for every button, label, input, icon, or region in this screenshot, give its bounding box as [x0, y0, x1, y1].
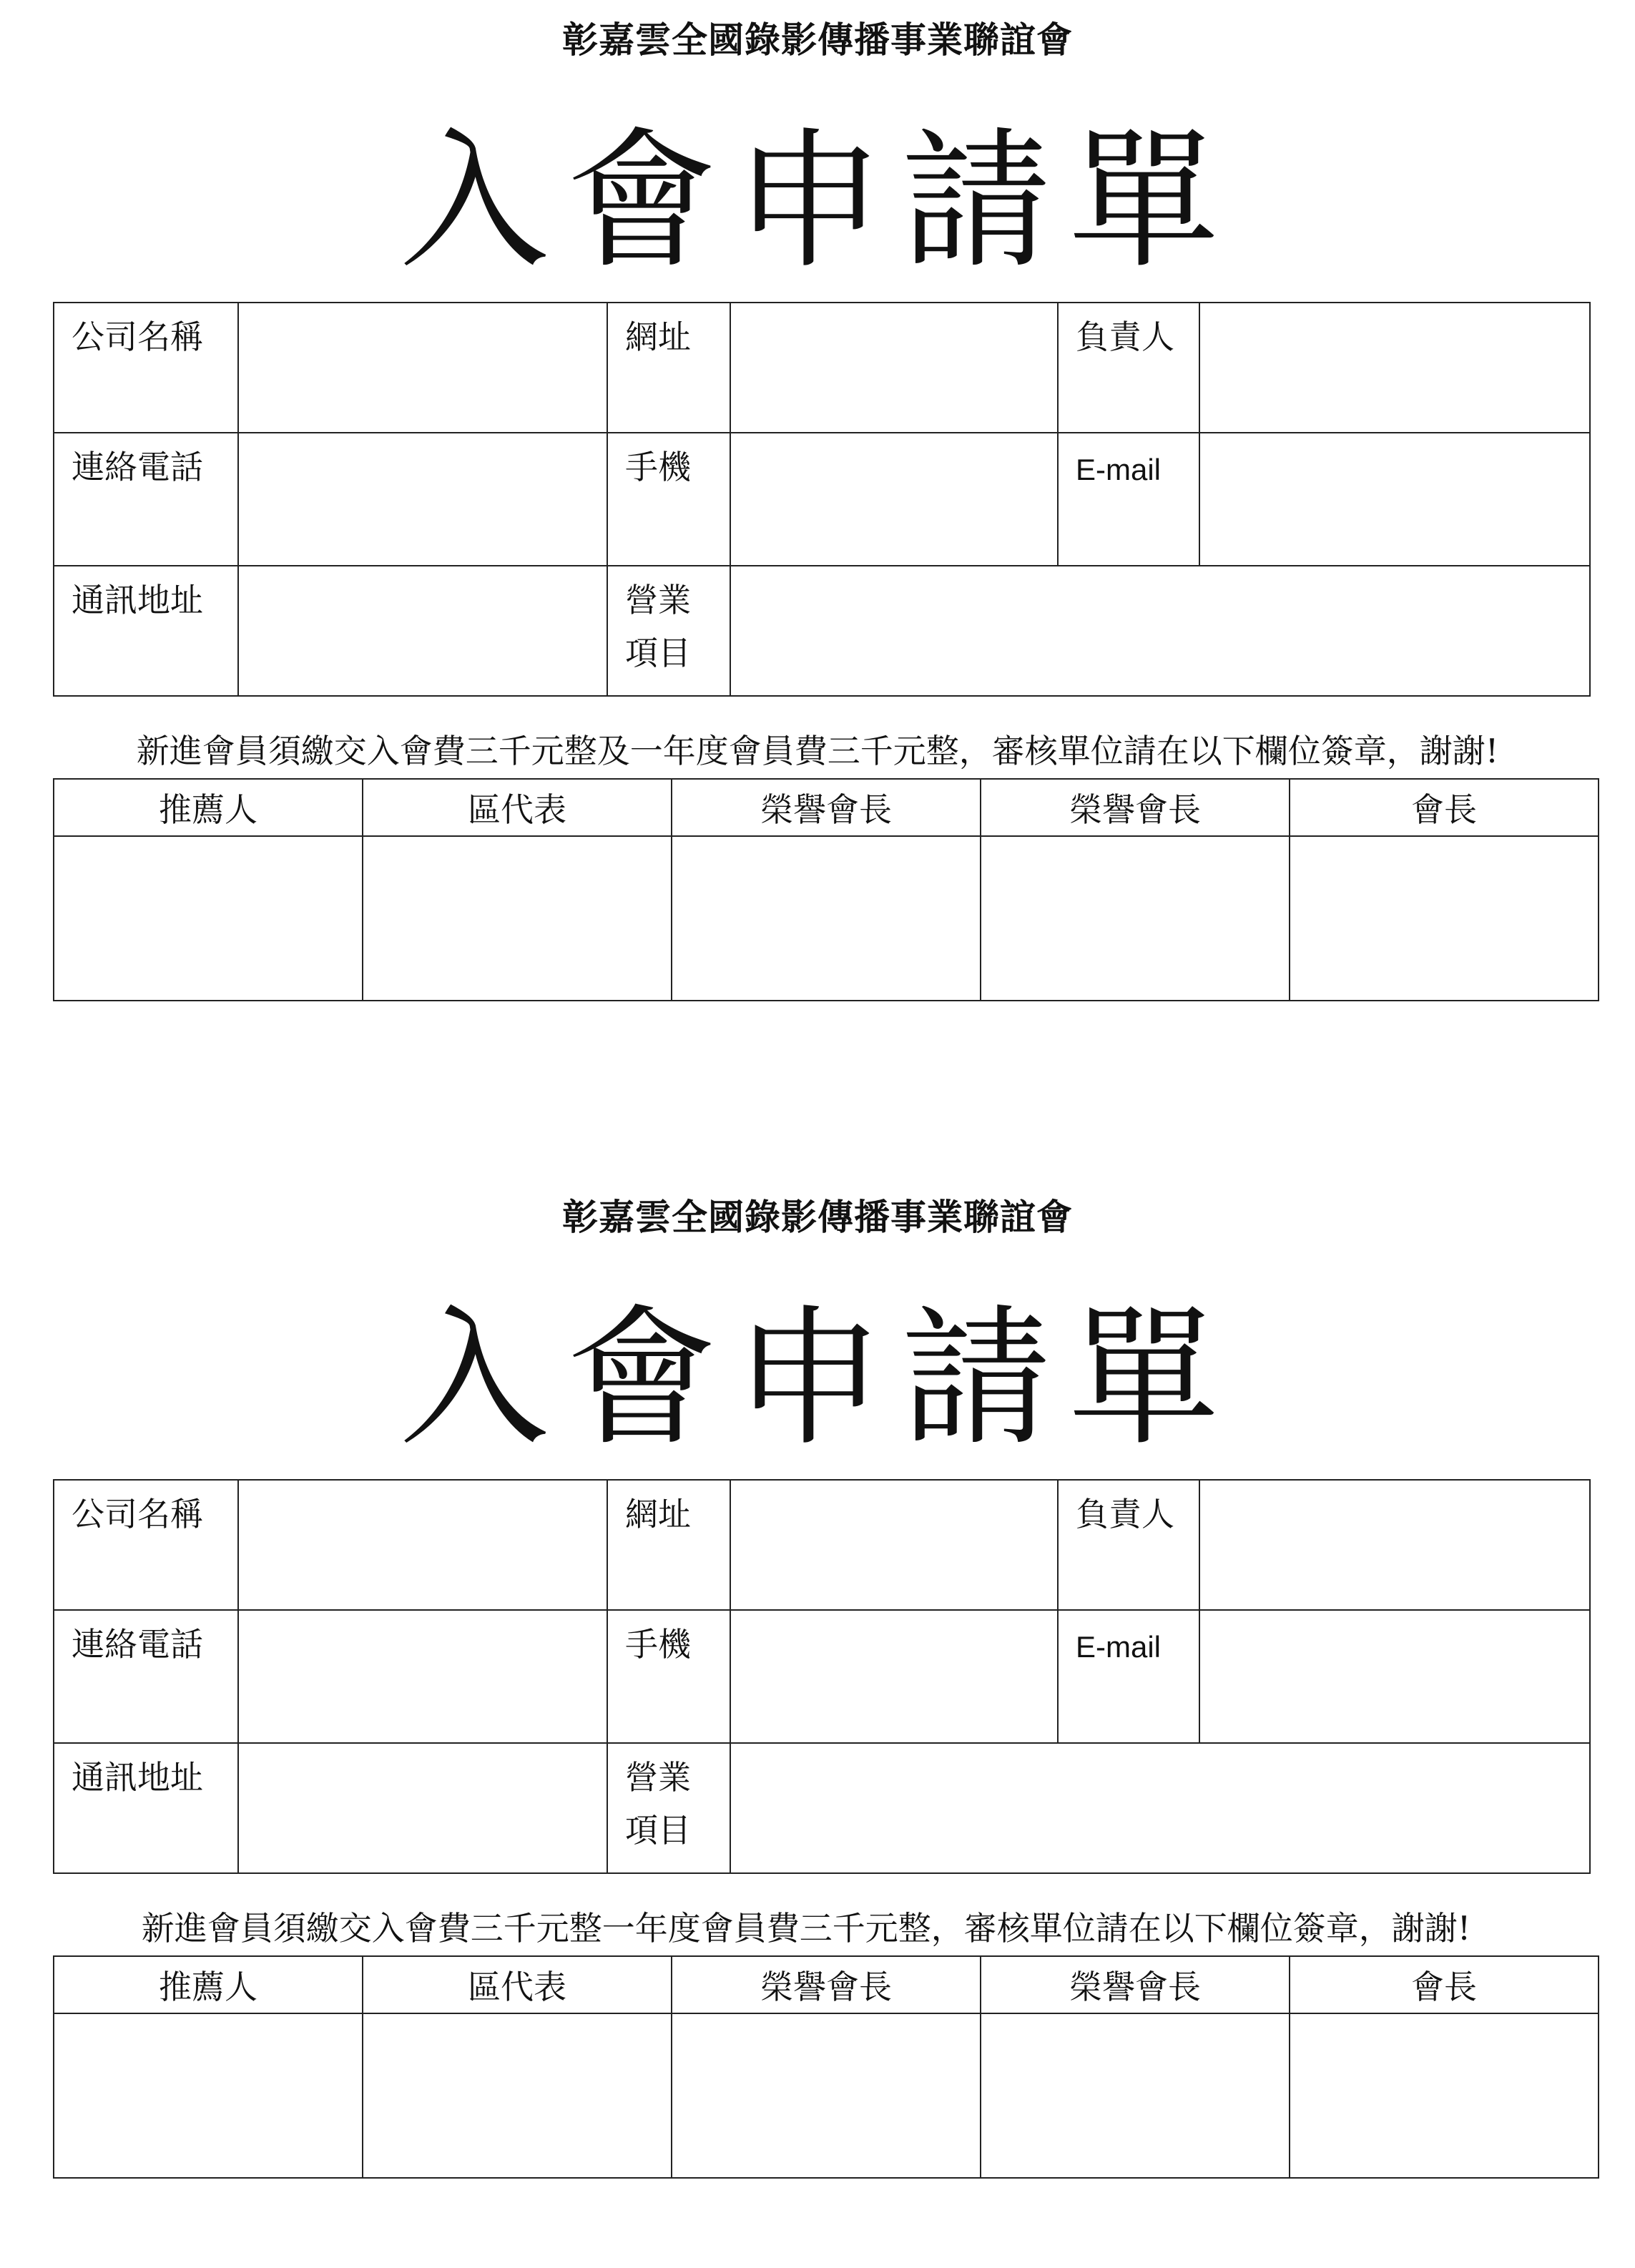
org-name: 彰嘉雲全國錄影傳播事業聯誼會 [562, 19, 1073, 61]
address-field[interactable] [238, 566, 607, 696]
fee-notice: 新進會員須繳交入會費三千元整一年度會員費三千元整，審核單位請在以下欄位簽章，謝謝! [141, 1909, 1471, 1948]
website-label: 網址 [607, 303, 730, 433]
signature-box-president[interactable] [1290, 2013, 1599, 2178]
signature-box-district-rep[interactable] [363, 836, 672, 1001]
approver-header-district-rep: 區代表 [363, 779, 672, 836]
signature-box-honorary-president[interactable] [981, 836, 1290, 1001]
application-form-1 [0, 0, 1635, 1044]
phone-field[interactable] [238, 1610, 607, 1743]
mobile-field[interactable] [730, 433, 1058, 566]
phone-label: 連絡電話 [54, 433, 238, 566]
signature-box-recommender[interactable] [54, 836, 363, 1001]
form-title: 入會申請單 [398, 114, 1236, 289]
approver-header-recommender: 推薦人 [54, 779, 363, 836]
address-label: 通訊地址 [54, 1743, 238, 1873]
owner-field[interactable] [1199, 1480, 1590, 1610]
signature-box-honorary-president[interactable] [672, 2013, 981, 2178]
owner-label: 負責人 [1058, 1480, 1199, 1610]
mobile-label: 手機 [607, 1610, 730, 1743]
company-name-field[interactable] [238, 303, 607, 433]
approver-header-honorary-president: 榮譽會長 [981, 779, 1290, 836]
company-name-label: 公司名稱 [54, 303, 238, 433]
applicant-info-table [53, 1479, 1591, 1874]
business-items-label: 營業項目 [607, 1743, 730, 1873]
approver-header-district-rep: 區代表 [363, 1956, 672, 2013]
mobile-label: 手機 [607, 433, 730, 566]
org-name: 彰嘉雲全國錄影傳播事業聯誼會 [562, 1197, 1073, 1238]
signature-box-recommender[interactable] [54, 2013, 363, 2178]
application-form-2 [0, 1177, 1635, 2222]
address-label: 通訊地址 [54, 566, 238, 696]
website-field[interactable] [730, 1480, 1058, 1610]
signature-box-honorary-president[interactable] [981, 2013, 1290, 2178]
form-title: 入會申請單 [398, 1291, 1236, 1466]
website-field[interactable] [730, 303, 1058, 433]
email-label: E-mail [1058, 1610, 1199, 1743]
phone-label: 連絡電話 [54, 1610, 238, 1743]
owner-field[interactable] [1199, 303, 1590, 433]
owner-label: 負責人 [1058, 303, 1199, 433]
signature-box-president[interactable] [1290, 836, 1599, 1001]
fee-notice: 新進會員須繳交入會費三千元整及一年度會員費三千元整，審核單位請在以下欄位簽章，謝謝! [136, 732, 1499, 770]
approver-header-recommender: 推薦人 [54, 1956, 363, 2013]
phone-field[interactable] [238, 433, 607, 566]
company-name-field[interactable] [238, 1480, 607, 1610]
email-field[interactable] [1199, 433, 1590, 566]
approver-header-president: 會長 [1290, 779, 1599, 836]
applicant-info-table [53, 302, 1591, 697]
email-field[interactable] [1199, 1610, 1590, 1743]
address-field[interactable] [238, 1743, 607, 1873]
approval-table [53, 778, 1599, 1001]
business-items-label: 營業項目 [607, 566, 730, 696]
approval-table [53, 1955, 1599, 2179]
business-items-field[interactable] [730, 1743, 1590, 1873]
website-label: 網址 [607, 1480, 730, 1610]
mobile-field[interactable] [730, 1610, 1058, 1743]
approver-header-honorary-president: 榮譽會長 [672, 779, 981, 836]
signature-box-district-rep[interactable] [363, 2013, 672, 2178]
signature-box-honorary-president[interactable] [672, 836, 981, 1001]
email-label: E-mail [1058, 433, 1199, 566]
approver-header-honorary-president: 榮譽會長 [981, 1956, 1290, 2013]
approver-header-honorary-president: 榮譽會長 [672, 1956, 981, 2013]
approver-header-president: 會長 [1290, 1956, 1599, 2013]
business-items-field[interactable] [730, 566, 1590, 696]
company-name-label: 公司名稱 [54, 1480, 238, 1610]
